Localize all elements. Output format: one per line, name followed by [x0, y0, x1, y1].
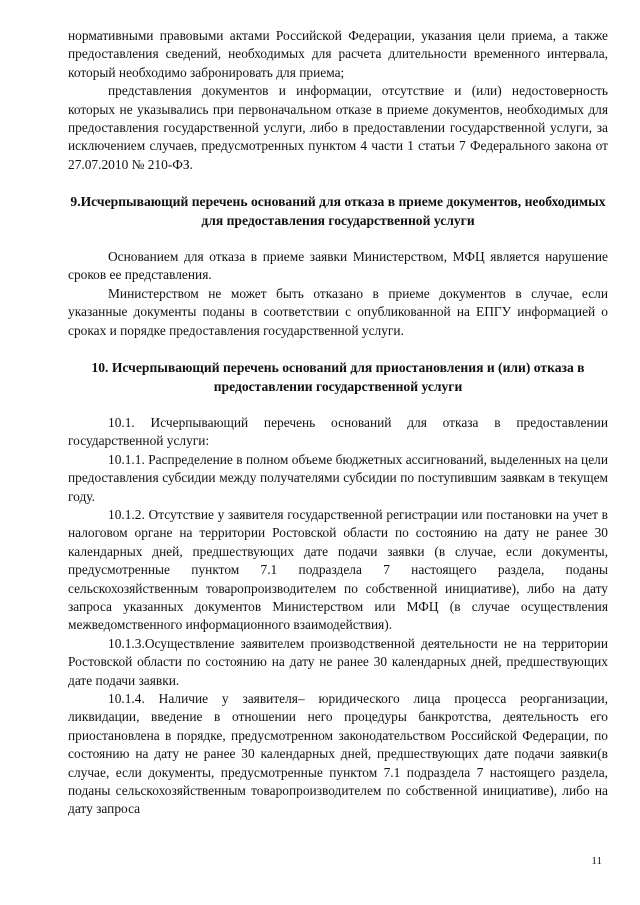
- section-10-paragraph-3: 10.1.2. Отсутствие у заявителя государственной регистрации или постановки на учет в налоговом органе на территории Ростовской области по состоянию на дату не ранее 30 календарных дней, предшествующих дате подачи заявки (в случае, если документы, предусмотренные пунктом 7.1 подраздела 7 настоящего раздела, поданы сельскохозяйственным товаропроизводителем по собственной инициативе), либо на дату запроса указанных документов Министерством или МФЦ (в случае осуществления межведомственного информационного взаимодействия).: [68, 506, 608, 633]
- section-10-paragraph-5: 10.1.4. Наличие у заявителя– юридического лица процесса реорганизации, ликвидации, введение в отношении него процедуры банкротства, деятельность его приостановлена в порядке, предусмотренном законодательством Российской Федерации, по состоянию на дату не ранее 30 календарных дней, предшествующих дате подачи заявки(в случае, если документы, предусмотренные пунктом 7.1 подраздела 7 настоящего раздела, поданы сельскохозяйственным товаропроизводителем по собственной инициативе), либо на дату запроса: [68, 691, 608, 817]
- section-9-heading: 9.Исчерпывающий перечень оснований для отказа в приеме документов, необходимых для предоставления государственной услуги: [70, 194, 606, 228]
- section-9-paragraph-2: Министерством не может быть отказано в приеме документов в случае, если указанные документы поданы в соответствии с опубликованной на ЕПГУ информацией о сроках и порядке предоставления государственной услуги.: [68, 285, 608, 338]
- intro-paragraph-1: нормативными правовыми актами Российской Федерации, указания цели приема, а также предоставления сведений, необходимых для расчета длительности временного интервала, который необходимо забронировать для приема;: [68, 28, 608, 80]
- section-10-paragraph-4: 10.1.3.Осуществление заявителем производственной деятельности не на территории Ростовской области по состоянию на дату не ранее 30 календарных дней, предшествующих дате подачи заявки.: [68, 635, 608, 688]
- section-10-heading: 10. Исчерпывающий перечень оснований для приостановления и (или) отказа в предоставлении государственной услуги: [91, 360, 585, 394]
- section-10-paragraph-1: 10.1. Исчерпывающий перечень оснований для отказа в предоставлении государственной услуги:: [68, 414, 608, 449]
- page-number: 11: [591, 855, 602, 867]
- section-10-paragraph-2: 10.1.1. Распределение в полном объеме бюджетных ассигнований, выделенных на цели предоставления субсидии между получателями субсидии по поступившим заявкам в текущем году.: [68, 451, 608, 504]
- section-9-paragraph-1: Основанием для отказа в приеме заявки Министерством, МФЦ является нарушение сроков ее представления.: [68, 249, 608, 283]
- document-page: [68, 27, 608, 819]
- intro-paragraph-2: представления документов и информации, отсутствие и (или) недостоверность которых не указывались при первоначальном отказе в приеме документов, необходимых для предоставления государственной услуги, либо в предоставлении государственной услуги, за исключением случаев, предусмотренных пунктом 4 части 1 статьи 7 Федерального закона от 27.07.2010 № 210-ФЗ.: [68, 83, 608, 172]
